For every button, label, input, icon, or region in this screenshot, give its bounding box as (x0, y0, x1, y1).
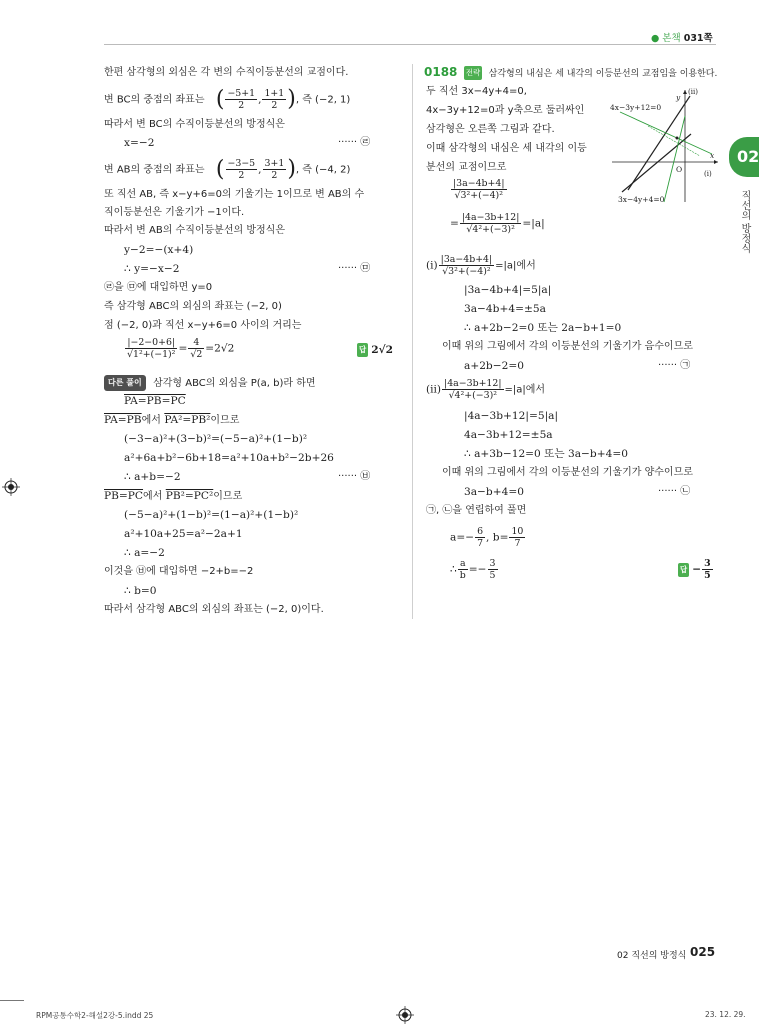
right-line-13: a+2b−2=0 (464, 360, 524, 372)
label-line1: 4x−3y+12=0 (610, 103, 662, 112)
answer-icon: 답 (357, 343, 368, 357)
right-line-10: 3a−4b+4=±5a (464, 303, 546, 315)
right-line-4: 이때 삼각형의 내심은 세 내각의 이등 (426, 143, 587, 154)
right-line-15: |4a−3b+12|=5|a| (464, 410, 559, 422)
fraction: $\frac{|4a-3b+12|}{\text{√4²+(−3)²}}$ (461, 212, 520, 235)
fraction: $\frac{3+1}{2}$ (264, 158, 285, 181)
line-3x-4y-4 (622, 134, 691, 192)
equation-marker: ······ ㉡ (658, 486, 691, 497)
left-line-16: PA=PB=PC (124, 395, 186, 407)
strategy-tag: 전략 (464, 66, 483, 80)
fraction: $\frac{3}{5}$ (704, 558, 711, 581)
label-x: x (710, 151, 715, 160)
right-line-21: a=− $\frac{6}{7}$ , b= $\frac{10}{7}$ (450, 526, 524, 549)
equation-marker: ······ ㉠ (658, 360, 691, 371)
strategy-text: 삼각형의 내심은 세 내각의 이등분선의 교점임을 이용한다. (488, 69, 718, 79)
registration-mark-left (2, 478, 20, 496)
label-line2: 3x−4y+4=0 (618, 195, 665, 204)
right-line-11: ∴ a+2b−2=0 또는 2a−b+1=0 (464, 322, 622, 334)
left-line-20: ∴ a+b=−2 (124, 471, 181, 483)
left-line-27: 따라서 삼각형 ABC의 외심의 좌표는 (−2, 0)이다. (104, 604, 324, 615)
fraction: $\frac{10}{7}$ (511, 526, 524, 549)
fraction: $\frac{|4a-3b+12|}{\text{√4²+(−3)²}}$ (444, 378, 502, 401)
right-line-9: |3a−4b+4|=5|a| (464, 284, 552, 296)
left-line-2: 변 BC의 중점의 좌표는 ( $\frac{-5+1}{2}$ , $\frac{1+1}{2}$ ), 즉 (−2, 1) (104, 86, 351, 112)
footer-date: 23. 12. 29. (705, 1010, 746, 1019)
right-line-7: = $\frac{|4a-3b+12|}{\text{√4²+(−3)²}}$ =|a| (450, 212, 545, 235)
fraction: $\frac{1+1}{2}$ (264, 88, 285, 111)
fraction: $\frac{6}{7}$ (477, 526, 484, 549)
right-line-3: 삼각형은 오른쪽 그림과 같다. (426, 124, 555, 135)
right-line-22: ∴ $\frac{a}{b}$ =− $\frac{3}{5}$ (450, 558, 496, 581)
chapter-side-title: 직선의 방정식 (739, 190, 750, 254)
right-line-19: 3a−b+4=0 (464, 486, 524, 498)
left-line-26: ∴ b=0 (124, 585, 157, 597)
left-line-6: 또 직선 AB, 즉 x−y+6=0의 기울기는 1이므로 변 AB의 수 (104, 189, 365, 200)
x-axis-arrow (714, 160, 718, 164)
right-line-17: ∴ a+3b−12=0 또는 3a−b+4=0 (464, 448, 628, 460)
left-line-1: 한편 삼각형의 외심은 각 변의 수직이등분선의 교점이다. (104, 67, 349, 78)
left-line-21: PB=PC에서 PB²=PC²이므로 (104, 490, 243, 502)
left-line-7: 직이등분선은 기울기가 −1이다. (104, 207, 245, 218)
footer-crop-line (0, 1000, 24, 1001)
left-line-15: 다른 풀이 삼각형 ABC의 외심을 P(a, b)라 하면 (104, 375, 316, 391)
fraction: $\frac{a}{b}$ (459, 558, 466, 581)
left-line-17: PA=PB에서 PA²=PB²이므로 (104, 414, 240, 426)
chapter-number: 02 (737, 147, 759, 166)
footer-chapter-title: 02 직선의 방정식 (617, 951, 687, 961)
fraction: $\frac{|3a-4b+4|}{\text{√3²+(−4)²}}$ (453, 178, 505, 201)
left-line-24: ∴ a=−2 (124, 547, 165, 559)
chapter-side-tab (729, 137, 759, 177)
inscribed-triangle-graph (608, 86, 720, 204)
right-line-8: (ⅰ) $\frac{|3a-4b+4|}{\text{√3²+(−4)²}}$ =|a|에서 (426, 254, 536, 277)
header-rule (104, 44, 716, 45)
right-line-14: (ⅱ) $\frac{|4a-3b+12|}{\text{√4²+(−3)²}}$ =|a|에서 (426, 378, 546, 401)
label-y: y (676, 93, 681, 102)
left-line-8: 따라서 변 AB의 수직이등분선의 방정식은 (104, 225, 285, 236)
problem-number: 0188 (424, 65, 458, 79)
footer-file-name: RPM공통수학2-해설2강-5.indd 25 (36, 1011, 154, 1020)
answer-mark: 답 − $\frac{3}{5}$ (680, 558, 711, 581)
left-line-19: a²+6a+b²−6b+18=a²+10a+b²−2b+26 (124, 452, 334, 464)
left-line-14: $\frac{|-2-0+6|}{\text{√1²+(−1)²}}$ = $\frac{4}{√2}$ =2√2 (127, 337, 235, 360)
left-line-23: a²+10a+25=a²−2a+1 (124, 528, 243, 540)
incenter-point (676, 137, 679, 140)
left-line-12: 즉 삼각형 ABC의 외심의 좌표는 (−2, 0) (104, 301, 282, 312)
left-line-18: (−3−a)²+(3−b)²=(−5−a)²+(1−b)² (124, 433, 308, 445)
y-axis-arrow (683, 90, 687, 94)
label-ii: (ⅱ) (688, 88, 698, 96)
problem-header (424, 65, 717, 81)
fraction: $\frac{|-2-0+6|}{\text{√1²+(−1)²}}$ (127, 337, 176, 360)
left-line-3: 따라서 변 BC의 수직이등분선의 방정식은 (104, 119, 285, 130)
right-line-2: 4x−3y+12=0과 y축으로 둘러싸인 (426, 105, 585, 116)
left-line-13: 점 (−2, 0)과 직선 x−y+6=0 사이의 거리는 (104, 320, 302, 331)
right-line-5: 분선의 교점이므로 (426, 162, 507, 173)
header-ref (651, 30, 713, 44)
left-line-11: ㉣을 ㉤에 대입하면 y=0 (104, 282, 213, 293)
label-origin: O (676, 165, 683, 174)
equation-marker: ······ ㉣ (338, 137, 371, 148)
left-line-10: ∴ y=−x−2 (124, 263, 180, 275)
fraction: $\frac{4}{√2}$ (190, 337, 203, 360)
header-ref-text: ● 본책 (651, 33, 681, 44)
left-line-9: y−2=−(x+4) (124, 244, 194, 256)
fraction: $\frac{|3a-4b+4|}{\text{√3²+(−4)²}}$ (440, 254, 493, 277)
bisector-y (648, 126, 700, 156)
answer-mark: 답 2√2 (359, 344, 393, 356)
column-divider (412, 64, 413, 619)
left-line-25: 이것을 ㉥에 대입하면 −2+b=−2 (104, 566, 254, 577)
right-line-6 (450, 178, 508, 201)
fraction: $\frac{3}{5}$ (489, 558, 496, 581)
left-line-22: (−5−a)²+(1−b)²=(1−a)²+(1−b)² (124, 509, 299, 521)
footer-page-number: 025 (690, 945, 716, 959)
bisector-i (664, 116, 685, 202)
registration-mark-bottom (396, 1006, 414, 1024)
alt-solution-badge: 다른 풀이 (104, 375, 146, 391)
header-ref-page: 031쪽 (683, 33, 713, 44)
bisector-ii (620, 112, 712, 154)
equation-marker: ······ ㉥ (338, 471, 371, 482)
fraction: $\frac{-3-5}{2}$ (227, 158, 256, 181)
equation-marker: ······ ㉤ (338, 263, 371, 274)
right-line-16: 4a−3b+12=±5a (464, 429, 553, 441)
left-line-4: x=−2 (124, 137, 155, 149)
right-line-20: ㉠, ㉡을 연립하여 풀면 (426, 505, 527, 516)
answer-icon: 답 (678, 563, 689, 577)
label-i: (ⅰ) (704, 170, 712, 178)
right-line-1: 두 직선 3x−4y+4=0, (426, 86, 527, 97)
right-line-18: 이때 위의 그림에서 각의 이등분선의 기울기가 양수이므로 (442, 467, 693, 478)
fraction: $\frac{-5+1}{2}$ (227, 88, 256, 111)
left-line-5: 변 AB의 중점의 좌표는 ( $\frac{-3-5}{2}$ , $\frac{3+1}{2}$ ), 즉 (−4, 2) (104, 156, 351, 182)
right-line-12: 이때 위의 그림에서 각의 이등분선의 기울기가 음수이므로 (442, 341, 693, 352)
